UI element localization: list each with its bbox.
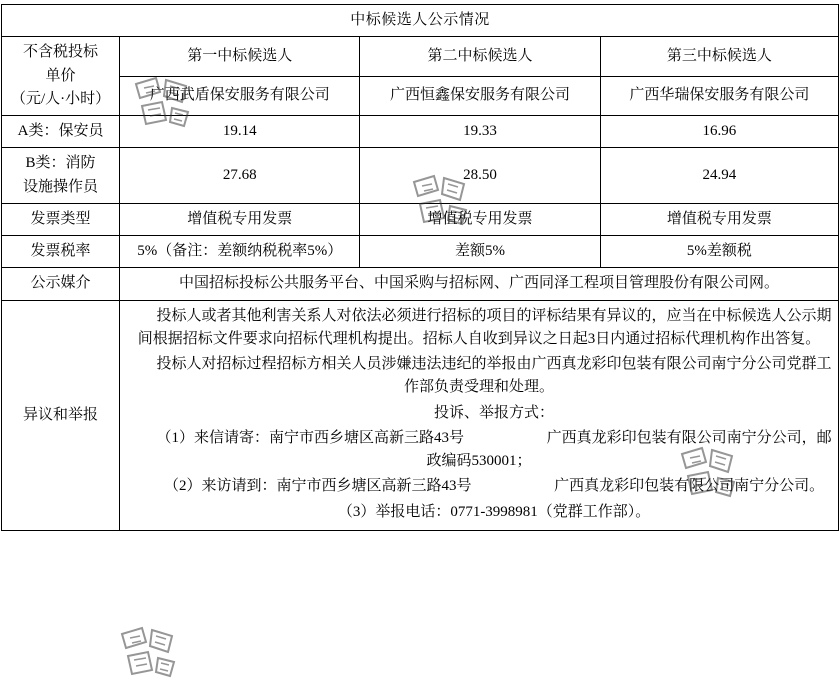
notice-paragraph-5-text: （2）来访请到：南宁市西乡塘区高新三路43号 [164, 478, 472, 495]
notice-paragraph-6: （3）举报电话：0771-3998981（党群工作部）。 [337, 503, 651, 520]
media-value: 中国招标投标公共服务平台、中国采购与招标网、广西同泽工程项目管理股份有限公司网。 [120, 268, 839, 300]
row-label-class-a: A类：保安员 [2, 116, 120, 148]
notice-paragraph-3: 投诉、举报方式： [434, 404, 555, 421]
table-row-invoice-type [2, 203, 839, 235]
invoice-rate-value-1: 5%（备注：差额纳税税率5%） [120, 236, 360, 268]
table-row-media [2, 268, 839, 300]
candidate-header-3: 第三中标候选人 [600, 37, 838, 76]
class-b-value-3: 24.94 [600, 148, 838, 204]
candidate-header-2: 第二中标候选人 [360, 37, 600, 76]
table-row-notice [2, 300, 839, 530]
candidate-header-1: 第一中标候选人 [120, 37, 360, 76]
invoice-type-value-3: 增值税专用发票 [600, 203, 838, 235]
table-row-class-b [2, 148, 839, 204]
unit-price-label-line-2: 单价 [45, 67, 76, 84]
notice-paragraph-5 [126, 475, 832, 498]
unit-price-label-line-1: 不含税投标 [23, 44, 99, 61]
class-a-value-2: 19.33 [360, 116, 600, 148]
company-name-1: 广西武盾保安服务有限公司 [120, 76, 360, 115]
class-a-value-1: 19.14 [120, 116, 360, 148]
notice-paragraph-5-cont: 广西真龙彩印包装有限公司南宁分公司。 [554, 478, 825, 495]
row-label-class-b-line-1: B类：消防 [25, 155, 96, 172]
company-name-3: 广西华瑞保安服务有限公司 [600, 76, 838, 115]
row-label-media: 公示媒介 [2, 268, 120, 300]
company-name-2: 广西恒鑫保安服务有限公司 [360, 76, 600, 115]
invoice-rate-value-2: 差额5% [360, 236, 600, 268]
table-row-companies [2, 76, 839, 115]
unit-price-label [2, 37, 120, 116]
class-a-value-3: 16.96 [600, 116, 838, 148]
page-title: 中标候选人公示情况 [2, 5, 839, 37]
notice-paragraph-4-text: （1）来信请寄：南宁市西乡塘区高新三路43号 [156, 429, 465, 446]
notice-content [120, 300, 839, 530]
row-label-invoice-rate: 发票税率 [2, 236, 120, 268]
invoice-type-value-2: 增值税专用发票 [360, 203, 600, 235]
notice-paragraph-4-cont: 广西真龙彩印包装有限公司南宁分公司，邮政编码530001； [426, 429, 832, 469]
class-b-value-1: 27.68 [120, 148, 360, 204]
invoice-type-value-1: 增值税专用发票 [120, 203, 360, 235]
table-row-candidates [2, 37, 839, 76]
row-label-class-b-line-2: 设施操作员 [23, 178, 99, 195]
table-row-invoice-rate [2, 236, 839, 268]
document-page [0, 4, 840, 690]
row-label-class-b [2, 148, 120, 204]
notice-paragraph-1: 投标人或者其他利害关系人对依法必须进行招标的项目的评标结果有异议的，应当在中标候选人公示期间根据招标文件要求向招标代理机构提出。招标人自收到异议之日起3日内通过招标代理机构作出答复。 [137, 307, 832, 347]
unit-price-label-line-3: （元/人·小时） [10, 90, 111, 107]
bid-candidate-table [1, 4, 839, 531]
notice-paragraph-2: 投标人对招标过程招标方相关人员涉嫌违法违纪的举报由广西真龙彩印包装有限公司南宁分公司党群工作部负责受理和处理。 [156, 356, 832, 396]
row-label-notice: 异议和举报 [2, 300, 120, 530]
seal-watermark-icon [112, 616, 186, 690]
row-label-invoice-type: 发票类型 [2, 203, 120, 235]
notice-paragraph-4 [126, 427, 832, 474]
table-row-title [2, 5, 839, 37]
invoice-rate-value-3: 5%差额税 [600, 236, 838, 268]
table-row-class-a [2, 116, 839, 148]
class-b-value-2: 28.50 [360, 148, 600, 204]
